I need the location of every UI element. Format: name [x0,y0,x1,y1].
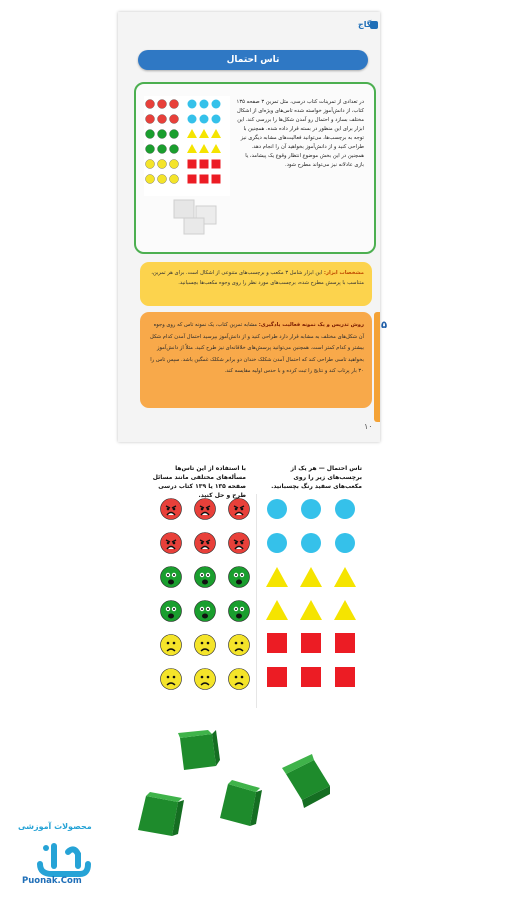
angry-face-sticker-icon [160,532,182,554]
thumb-face-icon [158,145,167,154]
card-divider [256,494,257,708]
scared-face-sticker-icon [160,566,182,588]
thumb-shape-icon [188,175,197,184]
page-number: ۱۰ [364,422,373,431]
thumb-shape-icon [212,175,221,184]
thumb-face-icon [158,100,167,109]
thumb-face-icon [146,160,155,169]
green-cube-icon [138,792,184,836]
thumb-face-icon [146,145,155,154]
red-square-sticker-icon [335,667,355,687]
thumb-shape-icon [212,160,221,169]
puonak-logo-icon [36,838,92,878]
shape-sticker-grid [266,498,356,688]
thumb-face-icon [146,100,155,109]
blue-circle-sticker-icon [301,533,321,553]
thumb-face-icon [170,160,179,169]
angry-face-sticker-icon [228,498,250,520]
thumb-face-icon [170,100,179,109]
blue-circle-sticker-icon [267,499,287,519]
method-box [140,312,372,408]
thumb-face-icon [146,115,155,124]
blue-circle-sticker-icon [301,499,321,519]
yellow-triangle-sticker-icon [300,567,322,587]
card-right-title: تاس احتمال — هر یک از برچسب‌های زیر را روی مکعب‌های سفید رنگ بچسبانید. [271,465,362,490]
thumb-shape-icon [212,115,221,124]
topic-box [134,82,376,254]
yellow-triangle-sticker-icon [266,567,288,587]
cubes-area [130,720,370,850]
scared-face-sticker-icon [194,566,216,588]
method-label: روش تدریس و یک نمونه فعالیت یادگیری: [258,322,364,328]
brand-name: گاج [358,20,372,29]
yellow-triangle-sticker-icon [334,600,356,620]
thumb-shape-icon [212,100,221,109]
thumb-face-icon [170,130,179,139]
red-square-sticker-icon [301,633,321,653]
angry-face-sticker-icon [194,532,216,554]
sticker-card-thumbnail [144,96,230,236]
angry-face-sticker-icon [160,498,182,520]
sad-face-sticker-icon [194,668,216,690]
thumb-face-icon [158,160,167,169]
scared-face-sticker-icon [228,600,250,622]
yellow-triangle-sticker-icon [300,600,322,620]
tools-description [148,268,364,288]
scared-face-sticker-icon [160,600,182,622]
red-square-sticker-icon [301,667,321,687]
card-left-title: با استفاده از این تاس‌ها مسأله‌های مختلفی مانند مسائل صفحه ۱۳۵ یا ۱۳۹ کتاب درسی طرح و حل کنید. [152,465,246,499]
sad-face-sticker-icon [228,668,250,690]
thumb-face-icon [146,175,155,184]
thumb-shape-icon [200,175,209,184]
thumb-shape-icon [200,100,209,109]
scared-face-sticker-icon [194,600,216,622]
thumb-face-icon [170,145,179,154]
green-cube-icon [282,754,330,808]
green-cube-icon [220,780,262,826]
thumb-face-icon [158,115,167,124]
sad-face-sticker-icon [194,634,216,656]
method-description [148,320,364,378]
yellow-triangle-sticker-icon [266,600,288,620]
thumb-shape-icon [188,160,197,169]
page-title: تاس احتمال [138,50,368,70]
thumb-shape-icon [200,115,209,124]
tools-box [140,262,372,306]
blue-circle-sticker-icon [335,499,355,519]
chapter-side-tab [374,312,380,422]
red-square-sticker-icon [267,667,287,687]
scared-face-sticker-icon [228,566,250,588]
sad-face-sticker-icon [228,634,250,656]
green-cube-icon [178,730,220,770]
thumb-face-icon [158,175,167,184]
chapter-number: ۵ [381,320,388,331]
red-square-sticker-icon [267,633,287,653]
thumb-face-icon [170,175,179,184]
angry-face-sticker-icon [194,498,216,520]
sticker-card [138,460,374,712]
tools-text: این ابزار شامل ۳ مکعب و برچسب‌های متنوعی از اشکال است. برای هر تمرین، متناسب با پرسش مطرح شده، برچسب‌های مورد نظر را روی وجوه مکعب‌ها بچسبانید. [151,270,364,286]
sad-face-sticker-icon [160,668,182,690]
thumb-face-icon [158,130,167,139]
blue-circle-sticker-icon [267,533,287,553]
logo-caption: محصولات آموزشی [18,822,92,831]
book-page [118,12,388,442]
logo-url: Puonak.Com [22,876,82,886]
emoji-sticker-grid [160,498,250,690]
angry-face-sticker-icon [228,532,250,554]
red-square-sticker-icon [335,633,355,653]
tools-label: مشخصات ابزار: [323,270,364,276]
topic-description: در تعدادی از تمرینات کتاب درسی، مثل تمرین ۳ صفحه ۱۳۵ کتاب، از دانش‌آموز خواسته شده تاس‌های ویژه‌ای از اشکال مختلف بسازد و احتمال رو آمدن شکل‌ها را بررسی کند. این ابزار برای این منظور در بسته قرار داده شده. همچنین با توجه به برچسب‌ها، می‌توانید فعالیت‌های مشابه دیگری نیز طراحی کنید و از دانش‌آموز بخواهید آن را انجام دهد. همچنین در این بخش موضوع انتظار وقوع یک پیشامد، یا بازی عادلانه نیز می‌تواند مطرح شود. [236,99,364,168]
thumb-shape-icon [188,100,197,109]
thumb-face-icon [146,130,155,139]
thumb-face-icon [170,115,179,124]
sad-face-sticker-icon [160,634,182,656]
thumb-shape-icon [188,115,197,124]
method-text: مشابه تمرین کتاب، یک نمونه تاس که روی وجوه آن شکل‌های مختلف به مشابه قرار دارد طراحی کنید و از دانش‌آموز بپرسید احتمال آمدن کدام شکل بیشتر و کدام کمتر است. همچنین می‌توانید پرسش‌های خلاقانه‌ای نیز طرح کنید. مثلاً از دانش‌آموز بخواهید تاسی طراحی کند که احتمال آمدن شکلک خندان دو برابر شکلک غمگین باشد. سپس تاس را ۳۰ بار پرتاب کند و نتایج را ثبت کرده و با حدس اولیه مقایسه کند. [150,322,364,374]
thumb-shape-icon [200,160,209,169]
blue-circle-sticker-icon [335,533,355,553]
yellow-triangle-sticker-icon [334,567,356,587]
